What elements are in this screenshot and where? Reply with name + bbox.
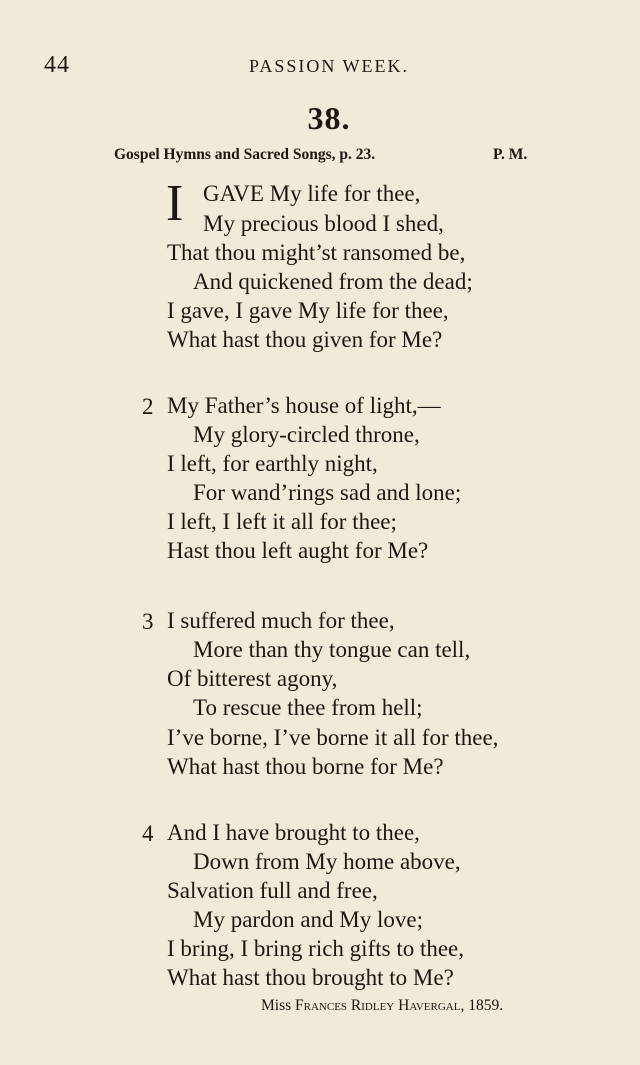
verse-line: I left, for earthly night,	[167, 451, 378, 476]
verse-line: I left, I left it all for thee;	[167, 509, 397, 534]
verse-line: GAVE My life for thee,	[203, 181, 421, 206]
verse-line: What hast thou given for Me?	[167, 327, 443, 352]
verse-line: That thou might’st ransomed be,	[167, 240, 466, 265]
verse-line: My glory-circled throne,	[193, 422, 420, 447]
verse-number: 2	[142, 394, 154, 419]
verse-number: 3	[142, 609, 154, 634]
hymn-number: 38.	[307, 100, 351, 136]
verse-line: I suffered much for thee,	[167, 608, 395, 633]
meter: P. M.	[493, 146, 528, 163]
drop-cap: I	[166, 175, 184, 232]
verse-line: Of bitterest agony,	[167, 666, 338, 691]
verse-line: What hast thou brought to Me?	[167, 965, 454, 990]
verse-line: And I have brought to thee,	[167, 820, 420, 845]
page-number: 44	[44, 52, 70, 78]
verse-line: Salvation full and free,	[167, 878, 378, 903]
attribution-prefix: Miss	[261, 997, 292, 1014]
verse-line: I bring, I bring rich gifts to thee,	[167, 936, 465, 961]
verse-line: I gave, I gave My life for thee,	[167, 298, 449, 323]
verse-line: My Father’s house of light,—	[167, 393, 441, 418]
attribution-year: 1859.	[468, 997, 504, 1014]
verse-number: 4	[142, 821, 154, 846]
verse-line: For wand’rings sad and lone;	[193, 480, 462, 505]
verse-line: My pardon and My love;	[193, 907, 423, 932]
verse-line: To rescue thee from hell;	[193, 695, 423, 720]
author-name: Frances Ridley Havergal	[295, 997, 461, 1014]
verse-line: Hast thou left aught for Me?	[167, 538, 429, 563]
verse-line: What hast thou borne for Me?	[167, 754, 444, 779]
running-header: PASSION WEEK.	[248, 56, 410, 76]
author-attribution: Miss Frances Ridley Havergal, 1859.	[261, 997, 504, 1014]
verse-line: I’ve borne, I’ve borne it all for thee,	[167, 725, 499, 750]
verse-line: More than thy tongue can tell,	[193, 637, 471, 662]
verse-line: My precious blood I shed,	[203, 211, 444, 236]
tune-reference: Gospel Hymns and Sacred Songs, p. 23.	[114, 146, 376, 163]
verse-line: Down from My home above,	[193, 849, 461, 874]
verse-line: And quickened from the dead;	[193, 269, 473, 294]
